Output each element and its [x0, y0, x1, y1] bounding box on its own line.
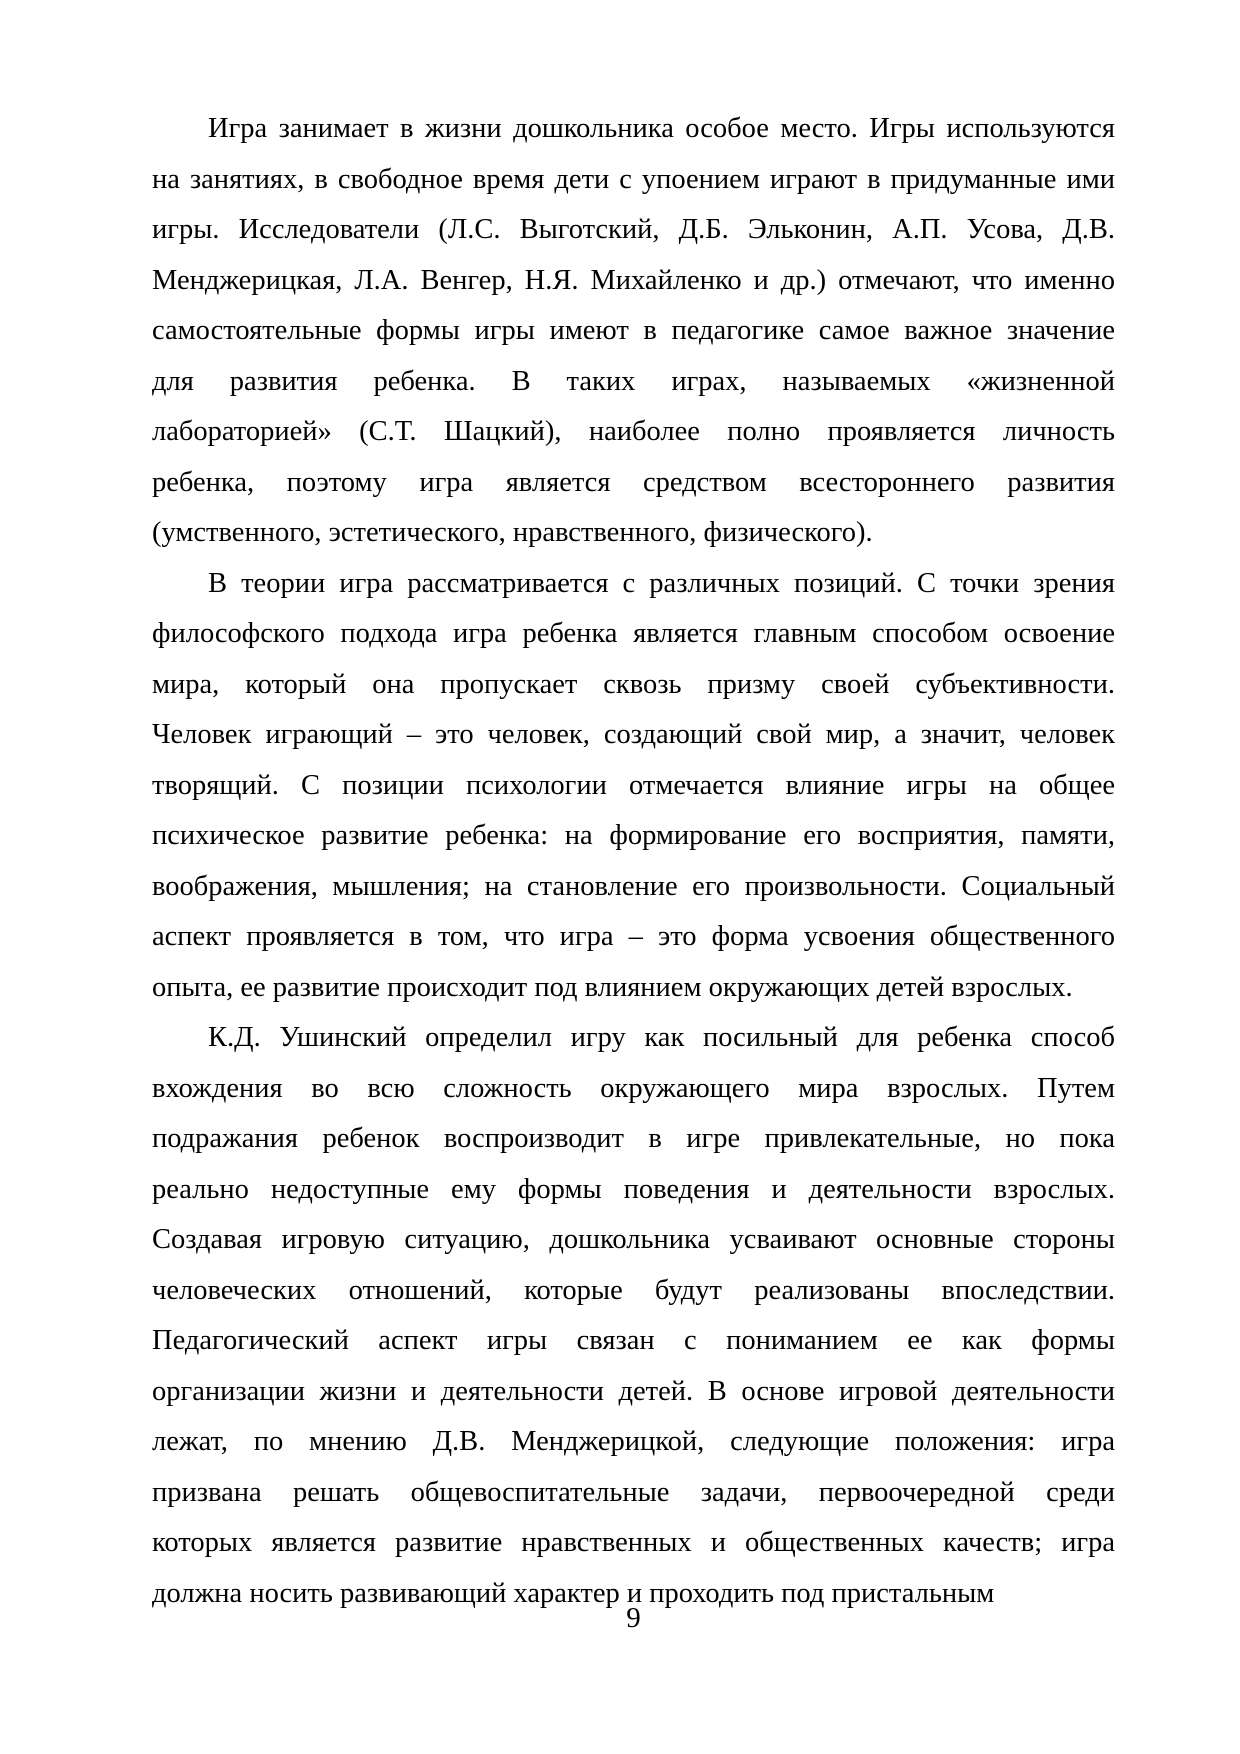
text-line: ребенка, поэтому игра является средством всестороннего развития [152, 466, 1115, 498]
text-line: которых является развитие нравственных и общественных качеств; игра [152, 1527, 1115, 1558]
text-line: опыта, ее развитие происходит под влиянием окружающих детей взрослых. [152, 971, 1073, 1003]
text-line: призвана решать общевоспитательные задачи, первоочередной среди [152, 1476, 1115, 1508]
text-line: (умственного, эстетического, нравственного, физического). [152, 517, 873, 548]
text-line: творящий. С позиции психологии отмечается влияние игры на общее [152, 769, 1115, 801]
text-line: реально недоступные ему формы поведения и деятельности взрослых. [152, 1173, 1115, 1205]
text-line: Игра занимает в жизни дошкольника особое место. Игры используются [208, 113, 1115, 144]
text-line: мира, который она пропускает сквозь призму своей субъективности. [152, 668, 1115, 700]
text-line: вхождения во всю сложность окружающего мира взрослых. Путем [152, 1072, 1115, 1104]
text-line: Педагогический аспект игры связан с пониманием ее как формы [152, 1325, 1115, 1356]
text-line: философского подхода игра ребенка является главным способом освоение [152, 618, 1115, 649]
page-text [152, 104, 1115, 1619]
text-line: самостоятельные формы игры имеют в педагогике самое важное значение [152, 315, 1115, 346]
text-line: лабораторией» (С.Т. Шацкий), наиболее полно проявляется личность [152, 416, 1115, 447]
text-line: для развития ребенка. В таких играх, называемых «жизненной [152, 365, 1115, 397]
text-line: человеческих отношений, которые будут реализованы впоследствии. [152, 1274, 1115, 1306]
text-line: аспект проявляется в том, что игра – это форма усвоения общественного [152, 921, 1115, 952]
text-line: Человек играющий – это человек, создающий свой мир, а значит, человек [152, 719, 1115, 750]
text-line: К.Д. Ушинский определил игру как посильный для ребенка способ [208, 1022, 1115, 1053]
text-line: воображения, мышления; на становление его произвольности. Социальный [152, 870, 1115, 902]
paragraph [152, 104, 1115, 559]
page-number: 9 [626, 1602, 641, 1634]
text-line: подражания ребенок воспроизводит в игре привлекательные, но пока [152, 1123, 1115, 1154]
text-line: лежат, по мнению Д.В. Менджерицкой, следующие положения: игра [152, 1426, 1115, 1457]
text-line: на занятиях, в свободное время дети с упоением играют в придуманные ими [152, 163, 1115, 195]
text-line: В теории игра рассматривается с различных позиций. С точки зрения [208, 567, 1115, 599]
text-line: должна носить развивающий характер и проходить под пристальным [152, 1577, 995, 1609]
text-line: Менджерицкая, Л.А. Венгер, Н.Я. Михайленко и др.) отмечают, что именно [152, 264, 1115, 296]
text-line: психическое развитие ребенка: на формирование его восприятия, памяти, [152, 820, 1115, 851]
text-line: организации жизни и деятельности детей. В основе игровой деятельности [152, 1375, 1115, 1407]
paragraph [152, 1013, 1115, 1619]
text-line: Создавая игровую ситуацию, дошкольника усваивают основные стороны [152, 1224, 1115, 1255]
text-line: игры. Исследователи (Л.С. Выготский, Д.Б. Эльконин, А.П. Усова, Д.В. [152, 214, 1115, 245]
paragraph [152, 559, 1115, 1014]
